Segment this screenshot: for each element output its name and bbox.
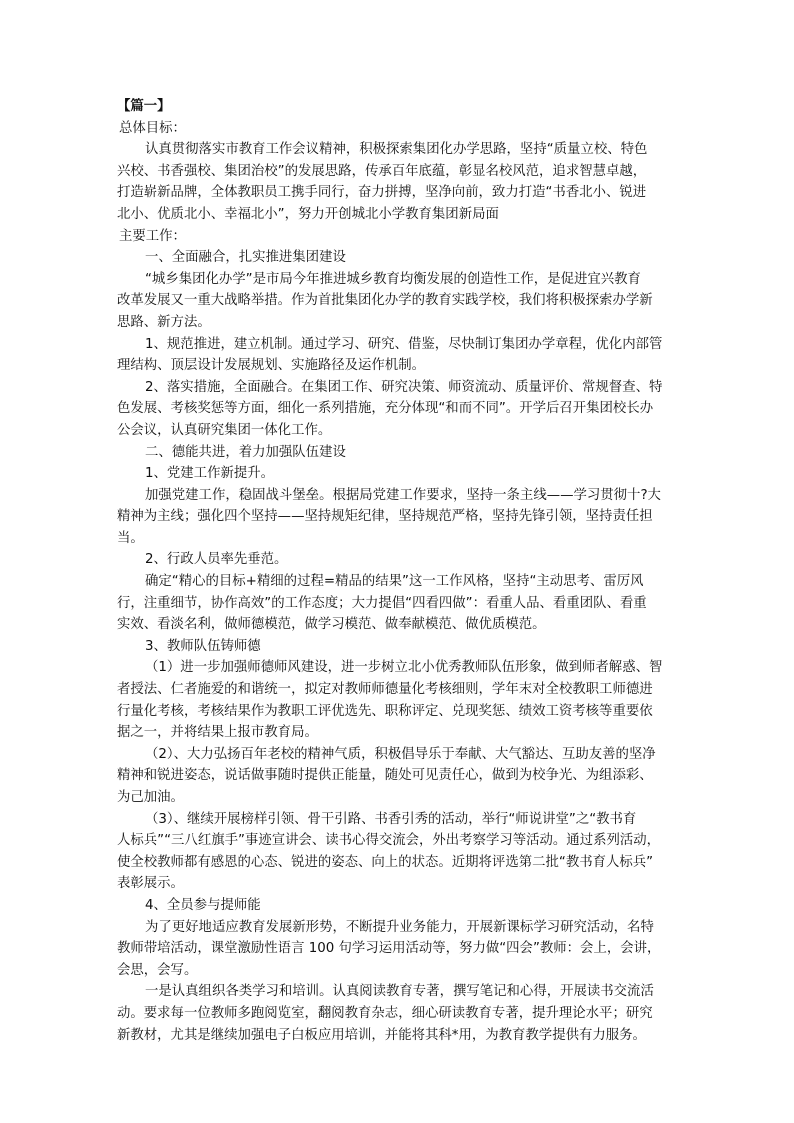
paragraph-line: 会思，会写。: [117, 962, 198, 978]
paragraph-line: 色发展、考核奖惩等方面，细化一系列措施，充分体现“和而不同”。开学后召开集团校长办: [117, 401, 654, 417]
paragraph-line: 思路、新方法。: [117, 314, 211, 330]
paragraph-line: 教师带培活动，课堂激励性语言 100 句学习运用活动等，努力做“四会”教师：会上，会讲，: [117, 941, 661, 957]
paragraph-line: 理结构、顶层设计发展规划、实施路径及运作机制。: [117, 358, 425, 374]
subsection-title: 2、行政人员率先垂范。: [145, 552, 288, 568]
paragraph-line: （3）、继续开展榜样引领、骨干引路、书香引秀的活动，举行“师说讲堂”之“教书育: [145, 811, 637, 827]
paragraph-line: 加强党建工作，稳固战斗堡垒。根据局党建工作要求，坚持一条主线——学习贯彻十?大: [145, 487, 661, 503]
paragraph-line: 使全校教师都有感恩的心态、锐进的姿态、向上的状态。近期将评选第二批“教书育人标兵”: [117, 854, 654, 870]
document-body: [117, 96, 679, 1046]
paragraph-line: 精神为主线；强化四个坚持——坚持规矩纪律，坚持规范严格，坚持先锋引领，坚持责任担: [117, 509, 653, 525]
subsection-title: 1、党建工作新提升。: [145, 466, 275, 482]
paragraph-line: 人标兵”“三八红旗手”事迹宣讲会、读书心得交流会，外出考察学习等活动。通过系列活动，: [117, 833, 661, 849]
section-title: 二、德能共进，着力加强队伍建设: [145, 444, 346, 460]
paragraph-line: 当。: [117, 530, 144, 546]
paragraph-line: 行，注重细节，协作高效”的工作态度；大力提倡“四看四做”：看重人品、看重团队、看重: [117, 595, 647, 611]
paragraph-line: （2）、大力弘扬百年老校的精神气质，积极倡导乐于奉献、大气豁达、互助友善的坚净: [145, 746, 656, 762]
section-heading: 【篇一】: [117, 99, 171, 114]
paragraph-line: 确定“精心的目标+精细的过程=精品的结果”这一工作风格，坚持“主动思考、雷厉风: [145, 574, 644, 590]
paragraph-line: 精神和锐进姿态，说话做事随时提供正能量，随处可见责任心，做到为校争光、为组添彩、: [117, 768, 653, 784]
paragraph-line: 动。要求每一位教师多跑阅览室，翻阅教育杂志，细心研读教育专著，提升理论水平；研究: [117, 1005, 653, 1021]
paragraph-line: 一是认真组织各类学习和培训。认真阅读教育专著，撰写笔记和心得，开展读书交流活: [145, 984, 654, 1000]
paragraph-line: 公会议，认真研究集团一体化工作。: [117, 422, 332, 438]
paragraph-line: 兴校、书香强校、集团治校”的发展思路，传承百年底蕴，彰显名校风范，追求智慧卓越，: [117, 163, 647, 179]
paragraph-line: 打造崭新品牌，全体教职员工携手同行，奋力拼搏，坚净向前，致力打造“书香北小、锐进: [117, 185, 647, 201]
paragraph-line: （1）进一步加强师德师风建设，进一步树立北小优秀教师队伍形象，做到师者解惑、智: [145, 660, 663, 676]
paragraph-line: 实效、看淡名利，做师德模范，做学习模范、做奉献模范、做优质模范。: [117, 617, 546, 633]
subsection-title: 3、教师队伍铸师德: [145, 638, 261, 654]
subheading-main-work: 主要工作：: [119, 228, 186, 244]
paragraph-line: 改革发展又一重大战略举措。作为首批集团化办学的教育实践学校，我们将积极探索办学新: [117, 293, 653, 309]
paragraph-line: 据之一，并将结果上报市教育局。: [117, 725, 318, 741]
paragraph-line: 表彰展示。: [117, 876, 184, 892]
paragraph-line: 1、规范推进，建立机制。通过学习、研究、借鉴，尽快制订集团办学章程，优化内部管: [145, 336, 663, 352]
paragraph-line: 行量化考核，考核结果作为教职工评优选先、职称评定、兑现奖惩、绩效工资考核等重要依: [117, 703, 653, 719]
paragraph-line: 为己加油。: [117, 790, 184, 805]
subheading-overall-goal: 总体目标：: [119, 120, 186, 136]
paragraph-line: 认真贯彻落实市教育工作会议精神，积极探索集团化办学思路，坚持“质量立校、特色: [145, 142, 648, 158]
paragraph-line: 2、落实措施，全面融合。在集团工作、研究决策、师资流动、质量评价、常规督查、特: [145, 379, 663, 395]
paragraph-line: 新教材，尤其是继续加强电子白板应用培训，并能将其科*用，为教育教学提供有力服务。: [117, 1027, 646, 1043]
section-title: 一、全面融合，扎实推进集团建设: [145, 250, 346, 266]
paragraph-line: 者授法、仁者施爱的和谐统一，拟定对教师师德量化考核细则，学年末对全校教职工师德进: [117, 682, 653, 698]
subsection-title: 4、全员参与提师能: [145, 897, 261, 913]
paragraph-line: 北小、优质北小、幸福北小”，努力开创城北小学教育集团新局面: [117, 206, 499, 222]
paragraph-line: “城乡集团化办学”是市局今年推进城乡教育均衡发展的创造性工作，是促进宜兴教育: [145, 271, 641, 287]
paragraph-line: 为了更好地适应教育发展新形势，不断提升业务能力，开展新课标学习研究活动，名特: [145, 919, 654, 935]
